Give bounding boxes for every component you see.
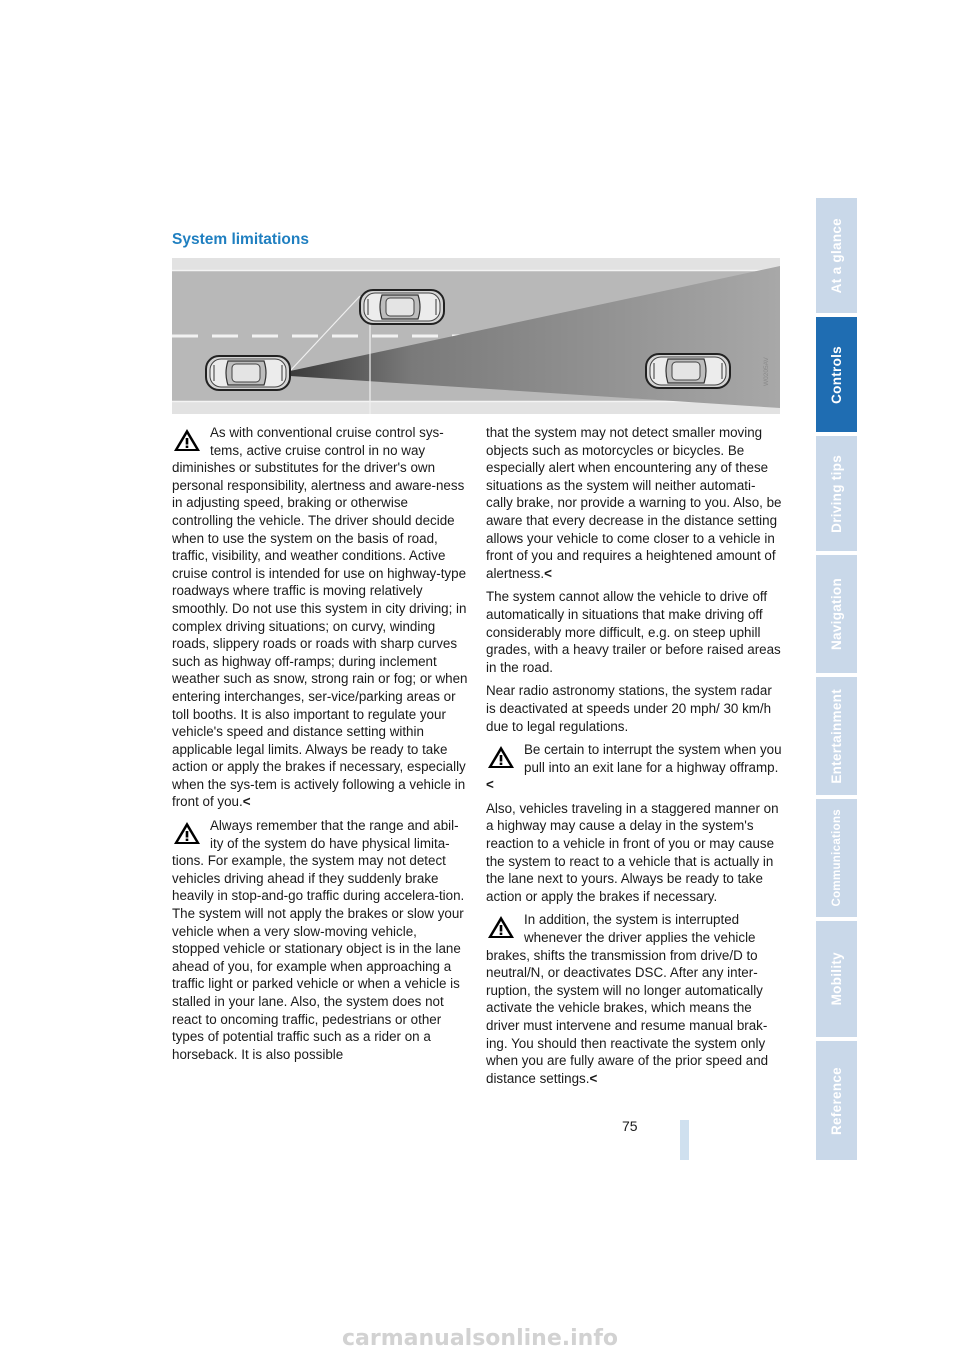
tab-navigation[interactable] (816, 555, 857, 673)
radar-range-illustration (172, 258, 780, 414)
warning-text: As with conventional cruise control sys-tems, active cruise control in no way diminishes or substitutes for the driver's own personal responsibility, alertness and aware-ness in adjusting speed, braking or otherwise controlling the vehicle. The driver should decide when to use the system on the basis of road, traffic, visibility, and weather conditions. Active cruise control is intended for use on highway-type roadways where traffic is moving relatively smoothly. Do not use this system in city driving; in complex driving situations; on curvy, winding roads, slippery roads or roads with sharp curves such as highway off-ramps; during inclement weather such as snow, strong rain or fog; or when entering interchanges, ser-vice/parking areas or toll booths. It is also important to regulate your vehicle's speed and distance setting within applicable legal limits. Always be ready to take action or apply the brakes if necessary, especially when the sys-tem is actively following a vehicle in front of you. (172, 425, 468, 810)
tab-label: Navigation (829, 577, 844, 650)
tab-entertainment[interactable] (816, 677, 857, 795)
tab-label: Mobility (829, 952, 844, 1006)
road-upper-shoulder (172, 258, 780, 270)
warning-note (486, 911, 782, 1087)
warning-note (172, 817, 468, 1063)
right-column (486, 424, 782, 1093)
warning-note (486, 741, 782, 794)
warning-note (172, 424, 468, 811)
car-own-vehicle (206, 356, 290, 390)
watermark: carmanualsonline.info (342, 1326, 618, 1351)
warning-continuation: that the system may not detect smaller moving objects such as motorcycles or bicycles. Be especially alert when encountering any of these situations as the system will neither automati-cally brake, nor provide a warning to you. Also, be aware that every decrease in the distance setting allows your vehicle to come closer to a vehicle in front of you and requires a heightened amount of alertness.< (486, 425, 782, 581)
tab-controls[interactable] (816, 317, 857, 432)
left-column (172, 424, 468, 1069)
tab-mobility[interactable] (816, 921, 857, 1037)
tab-reference[interactable] (816, 1041, 857, 1160)
paragraph: Near radio astronomy stations, the system radar is deactivated at speeds under 20 mph/ 30 km/h due to legal regulations. (486, 683, 772, 734)
tab-label: Entertainment (829, 688, 844, 784)
tab-driving-tips[interactable] (816, 436, 857, 551)
car-adjacent-lane (360, 290, 444, 324)
end-mark: < (544, 565, 552, 581)
warning-text: Be certain to interrupt the system when you pull into an exit lane for a highway offramp. (524, 742, 782, 775)
section-title: System limitations (172, 231, 309, 248)
paragraph: The system cannot allow the vehicle to drive off automatically in situations that make driving off considerably more difficult, e.g. on steep uphill grades, with a heavy trailer or before raised areas in the road. (486, 589, 781, 675)
chapter-tabs (816, 198, 857, 1160)
tab-at-a-glance[interactable] (816, 198, 857, 313)
page-marker-bar (680, 1120, 689, 1160)
end-mark: < (486, 777, 494, 793)
tab-label: Reference (829, 1066, 844, 1135)
tab-label: Driving tips (829, 454, 844, 533)
page-number: 75 (622, 1118, 638, 1134)
warning-triangle-icon (486, 744, 516, 770)
tab-communications[interactable] (816, 799, 857, 917)
tab-label: Controls (829, 345, 844, 404)
tab-label: At a glance (829, 217, 844, 294)
warning-triangle-icon (486, 914, 516, 940)
road-lower-shoulder (172, 402, 780, 414)
end-mark: < (242, 794, 251, 810)
tab-label: Communications (830, 809, 843, 907)
warning-text: In addition, the system is interrupted whenever the driver applies the vehicle brakes, shifts the transmission from drive/D to neutral/N, or deactivates DSC. After any inter-ruption, the system will no longer automatically activate the vehicle brakes, which means the driver must intervene and resume manual brak-ing. You should then reactivate the system only when you are fully aware of the prior speed and distance settings. (486, 912, 769, 1086)
end-mark: < (589, 1070, 598, 1086)
warning-triangle-icon (172, 427, 202, 453)
warning-text: Always remember that the range and abil-ity of the system do have physical limita-tions. For example, the system may not detect vehicles driving ahead if they suddenly brake heavily in stop-and-go traffic during accelera-tion. The system will not apply the brakes or slow your vehicle when a very slow-moving vehicle, stopped vehicle or stationary object is in the lane ahead of you, for example when approaching a traffic light or parked vehicle or when a vehicle is stalled in your lane. Also, the system does not react to oncoming traffic, pedestrians or other types of potential traffic such as a rider on a horseback. It is also possible (172, 818, 465, 1062)
paragraph: Also, vehicles traveling in a staggered manner on a highway may cause a delay in the system's reaction to a vehicle in front of you or may cause the system to react to a vehicle that is actually in the lane next to yours. Always be ready to take action or apply the brakes if necessary. (486, 800, 779, 904)
figure-id-code: W0205AV (763, 357, 770, 386)
warning-triangle-icon (172, 820, 202, 846)
car-ahead (646, 354, 730, 388)
